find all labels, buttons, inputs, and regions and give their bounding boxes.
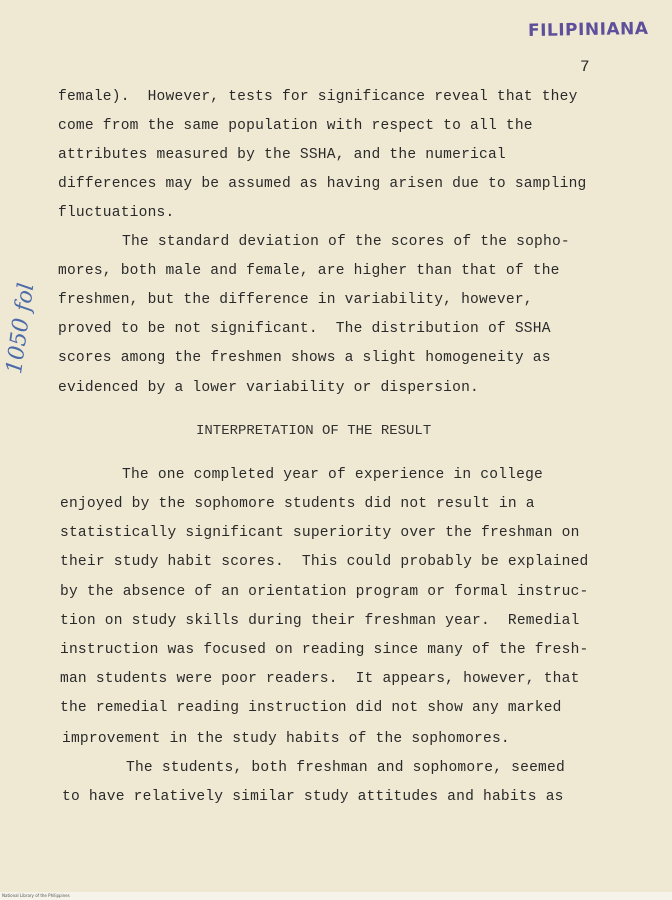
text-line: freshmen, but the difference in variability, however, (58, 292, 533, 308)
text-line: female). However, tests for significance reveal that they (58, 89, 578, 105)
text-line: come from the same population with respect to all the (58, 118, 533, 134)
text-line: evidenced by a lower variability or dispersion. (58, 380, 480, 396)
text-line: tion on study skills during their freshman year. Remedial (60, 613, 580, 629)
text-line: mores, both male and female, are higher than that of the (58, 263, 560, 279)
text-line: differences may be assumed as having arisen due to sampling (58, 176, 587, 192)
text-line: enjoyed by the sophomore students did not result in a (60, 496, 535, 512)
text-line: The one completed year of experience in college (122, 467, 544, 483)
text-line: their study habit scores. This could probably be explained (60, 554, 589, 570)
page-number: 7 (580, 58, 590, 76)
text-line: to have relatively similar study attitudes and habits as (62, 789, 564, 805)
footer-caption: National Library of the Philippines (0, 892, 672, 900)
text-line: fluctuations. (58, 205, 175, 221)
filipiniana-stamp: FILIPINIANA (527, 18, 649, 42)
text-line: by the absence of an orientation program or formal instruc- (60, 584, 589, 600)
handwritten-margin-note: 1050 fol (2, 281, 40, 376)
text-line: the remedial reading instruction did not show any marked (60, 700, 562, 716)
text-line: statistically significant superiority over the freshman on (60, 525, 580, 541)
text-line: proved to be not significant. The distribution of SSHA (58, 321, 551, 337)
text-line: improvement in the study habits of the sophomores. (62, 731, 510, 747)
text-line: scores among the freshmen shows a slight homogeneity as (58, 350, 551, 366)
text-line: The standard deviation of the scores of the sopho- (122, 234, 570, 250)
text-line: man students were poor readers. It appears, however, that (60, 671, 580, 687)
section-heading: INTERPRETATION OF THE RESULT (196, 423, 432, 439)
text-line: instruction was focused on reading since many of the fresh- (60, 642, 589, 658)
text-line: attributes measured by the SSHA, and the numerical (58, 147, 506, 163)
text-line: The students, both freshman and sophomore, seemed (126, 760, 565, 776)
